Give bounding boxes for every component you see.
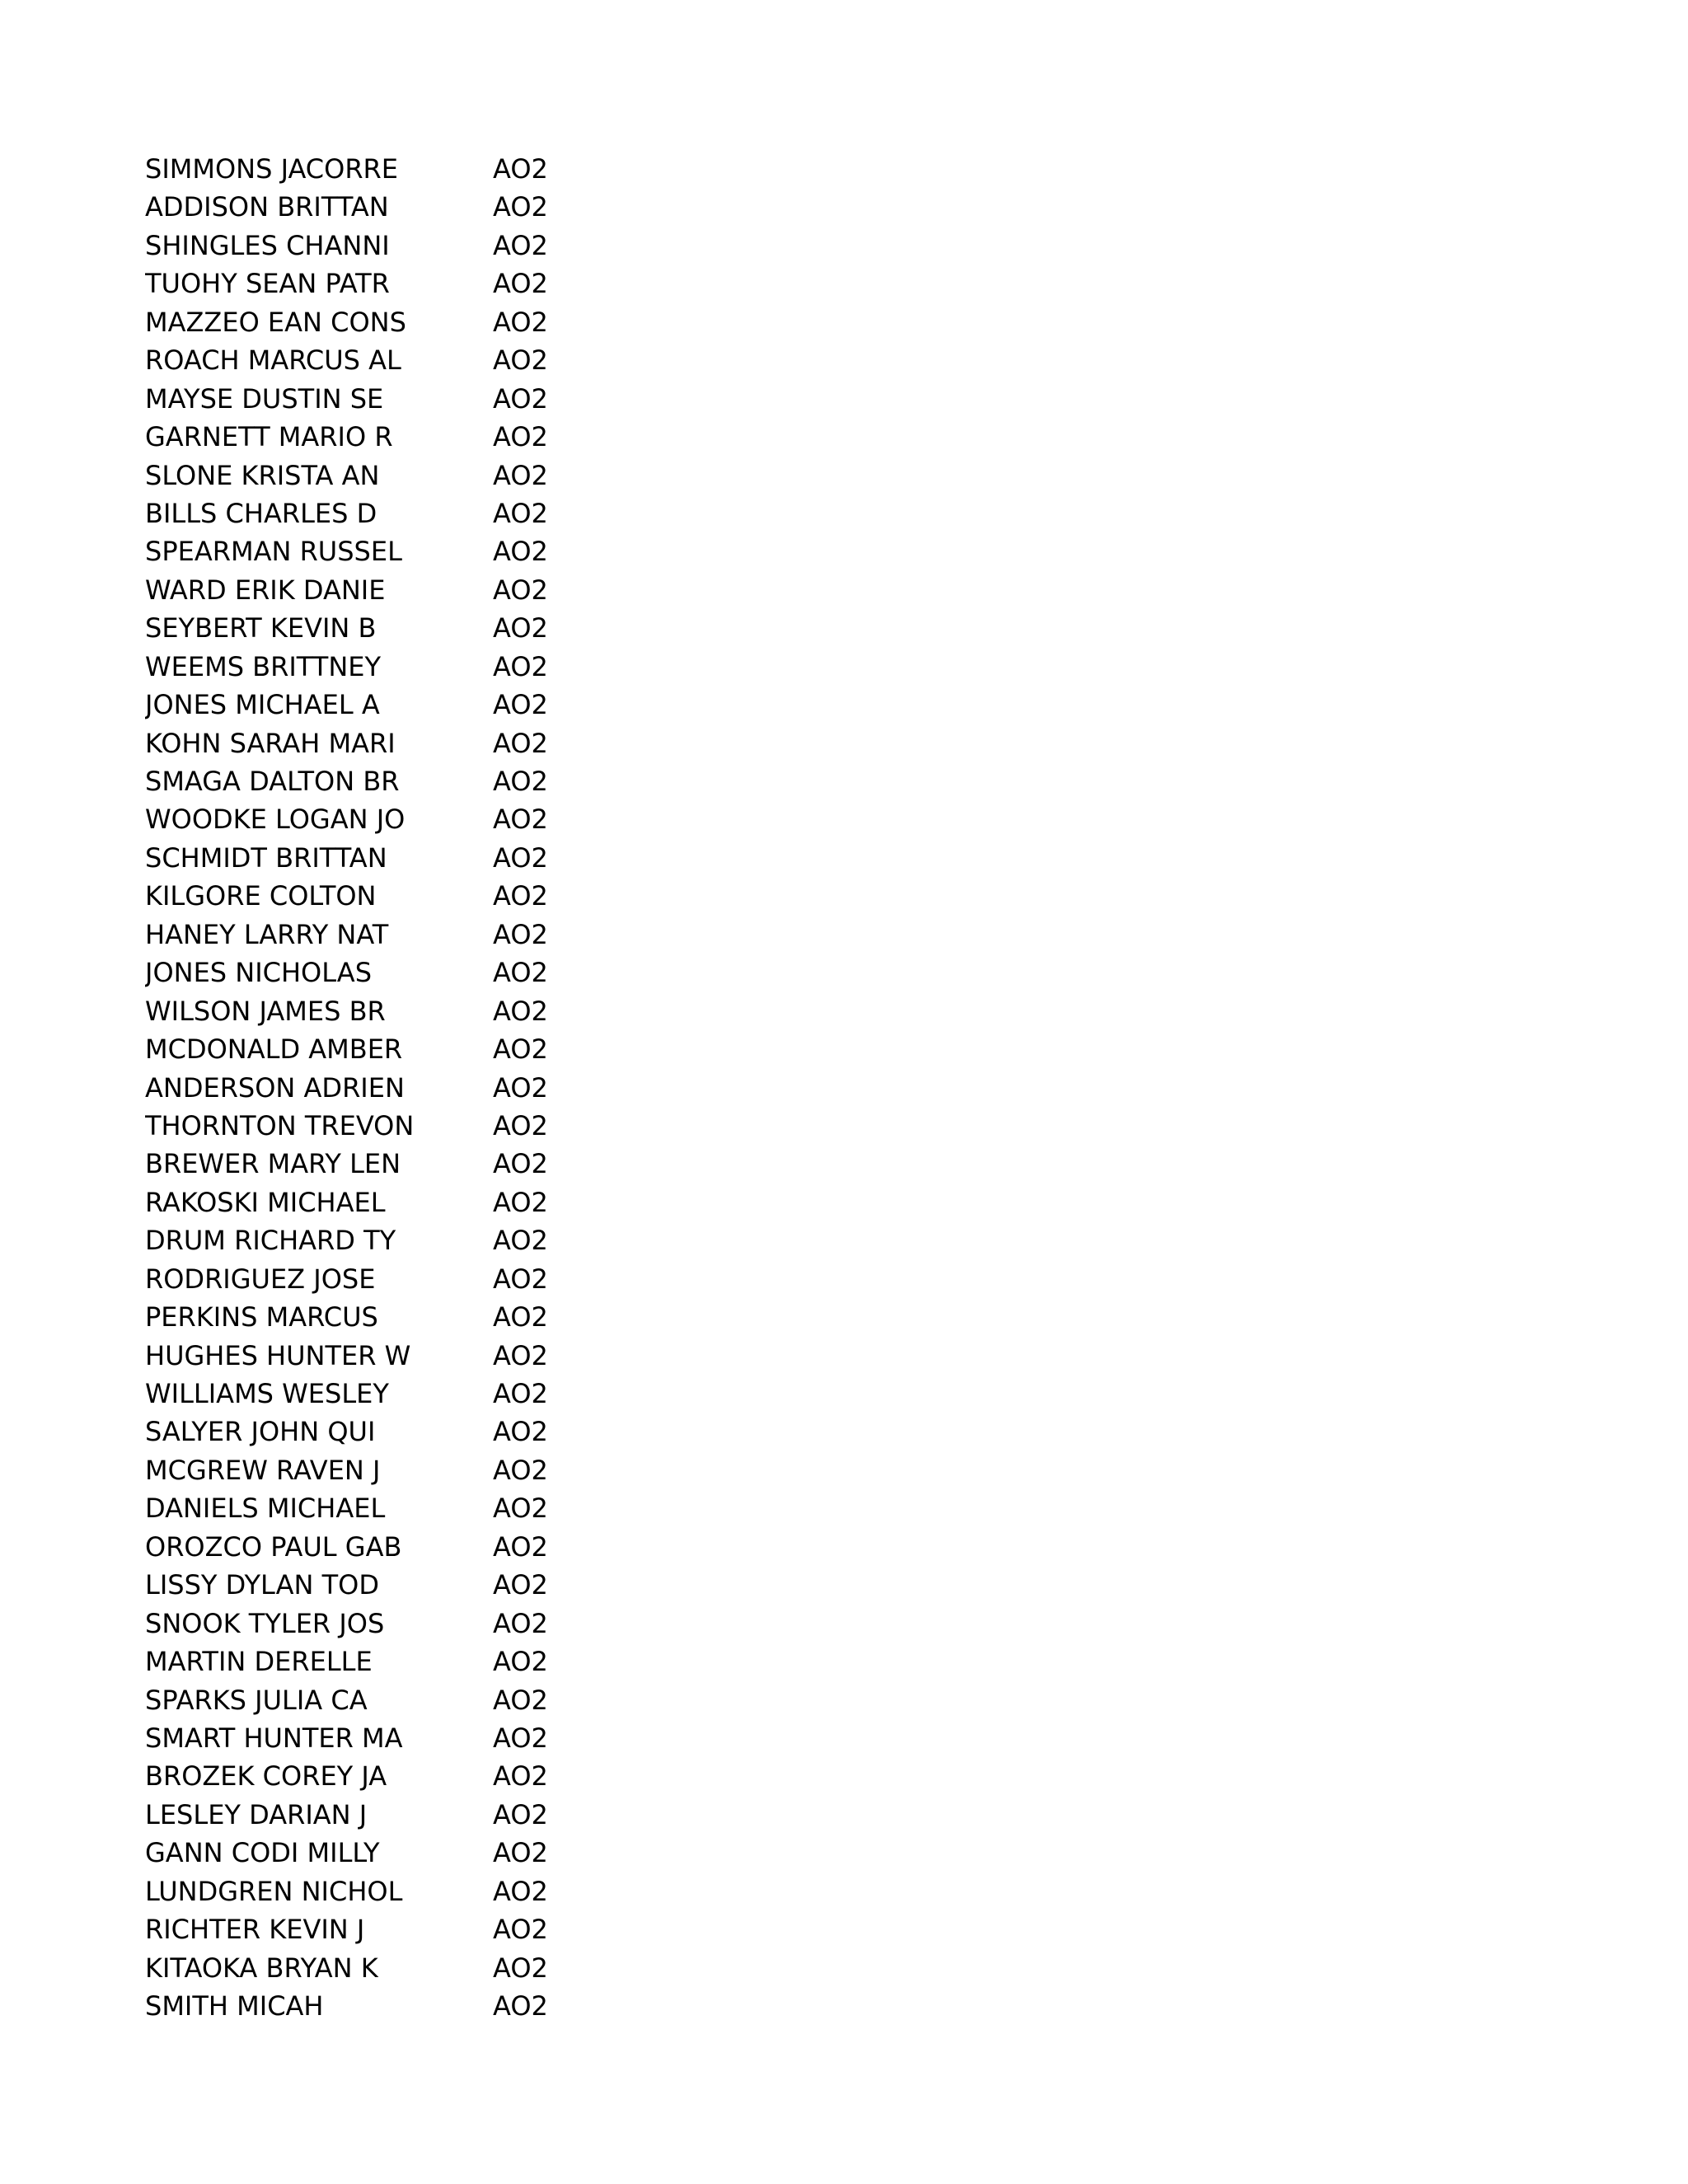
- person-name: BROZEK COREY JA: [145, 1760, 387, 1793]
- person-name: RAKOSKI MICHAEL: [145, 1186, 386, 1218]
- code-value: AO2: [493, 536, 548, 568]
- person-name: THORNTON TREVON: [145, 1109, 415, 1141]
- person-name: SMAGA DALTON BR: [145, 766, 400, 797]
- list-item: [145, 265, 592, 302]
- list-item: [145, 341, 592, 379]
- code-value: AO2: [493, 1033, 548, 1066]
- person-name: ADDISON BRITTAN: [145, 191, 389, 223]
- code-value: AO2: [493, 1263, 548, 1295]
- code-value: AO2: [493, 421, 548, 453]
- code-value: AO2: [493, 995, 548, 1027]
- list-item: [145, 1145, 592, 1183]
- name-code-list: [145, 150, 592, 2025]
- list-item: [145, 1298, 592, 1336]
- list-item: [145, 1069, 592, 1107]
- code-value: AO2: [493, 1416, 548, 1448]
- list-item: [145, 1451, 592, 1489]
- list-item: [145, 1757, 592, 1795]
- person-name: KILGORE COLTON: [145, 880, 377, 912]
- code-value: AO2: [493, 1454, 548, 1486]
- list-item: [145, 418, 592, 456]
- list-item: [145, 1643, 592, 1680]
- code-value: AO2: [493, 1071, 548, 1104]
- code-value: AO2: [493, 880, 548, 912]
- list-item: [145, 1681, 592, 1719]
- person-name: LISSY DYLAN TOD: [145, 1569, 379, 1601]
- code-value: AO2: [493, 1186, 548, 1218]
- person-name: WILLIAMS WESLEY: [145, 1378, 389, 1409]
- person-name: HANEY LARRY NAT: [145, 918, 389, 950]
- code-value: AO2: [493, 841, 548, 874]
- person-name: ANDERSON ADRIEN: [145, 1071, 405, 1104]
- person-name: KOHN SARAH MARI: [145, 727, 396, 759]
- person-name: LUNDGREN NICHOL: [145, 1875, 403, 1907]
- code-value: AO2: [493, 1301, 548, 1333]
- person-name: RICHTER KEVIN J: [145, 1914, 365, 1946]
- list-item: [145, 992, 592, 1030]
- list-item: [145, 916, 592, 954]
- list-item: [145, 1260, 592, 1298]
- code-value: AO2: [493, 1990, 548, 2022]
- person-name: SALYER JOHN QUI: [145, 1416, 376, 1448]
- person-name: DRUM RICHARD TY: [145, 1225, 396, 1257]
- list-item: [145, 839, 592, 877]
- person-name: DANIELS MICHAEL: [145, 1493, 386, 1525]
- code-value: AO2: [493, 1722, 548, 1754]
- list-item: [145, 1107, 592, 1145]
- list-item: [145, 1949, 592, 1987]
- code-value: AO2: [493, 497, 548, 529]
- list-item: [145, 1719, 592, 1757]
- person-name: SIMMONS JACORRE: [145, 153, 398, 185]
- code-value: AO2: [493, 1952, 548, 1984]
- person-name: WILSON JAMES BR: [145, 995, 386, 1027]
- person-name: WOODKE LOGAN JO: [145, 804, 406, 836]
- code-value: AO2: [493, 1109, 548, 1141]
- list-item: [145, 227, 592, 265]
- person-name: WEEMS BRITTNEY: [145, 650, 382, 682]
- person-name: HUGHES HUNTER W: [145, 1339, 411, 1371]
- list-item: [145, 532, 592, 570]
- list-item: [145, 457, 592, 494]
- person-name: BILLS CHARLES D: [145, 497, 377, 529]
- person-name: SCHMIDT BRITTAN: [145, 841, 387, 874]
- code-value: AO2: [493, 306, 548, 338]
- code-value: AO2: [493, 1798, 548, 1830]
- list-item: [145, 1375, 592, 1413]
- list-item: [145, 1910, 592, 1948]
- list-item: [145, 609, 592, 647]
- list-item: [145, 1605, 592, 1643]
- list-item: [145, 1872, 592, 1910]
- code-value: AO2: [493, 957, 548, 989]
- list-item: [145, 1221, 592, 1259]
- list-item: [145, 954, 592, 991]
- code-value: AO2: [493, 1530, 548, 1563]
- code-value: AO2: [493, 459, 548, 491]
- person-name: RODRIGUEZ JOSE: [145, 1263, 376, 1295]
- code-value: AO2: [493, 1684, 548, 1716]
- person-name: LESLEY DARIAN J: [145, 1798, 368, 1830]
- list-item: [145, 648, 592, 686]
- code-value: AO2: [493, 153, 548, 185]
- list-item: [145, 686, 592, 724]
- person-name: SPEARMAN RUSSEL: [145, 536, 402, 568]
- person-name: MAZZEO EAN CONS: [145, 306, 406, 338]
- person-name: MARTIN DERELLE: [145, 1646, 373, 1678]
- code-value: AO2: [493, 1914, 548, 1946]
- code-value: AO2: [493, 1378, 548, 1409]
- code-value: AO2: [493, 918, 548, 950]
- code-value: AO2: [493, 650, 548, 682]
- code-value: AO2: [493, 229, 548, 261]
- code-value: AO2: [493, 1837, 548, 1869]
- person-name: SHINGLES CHANNI: [145, 229, 390, 261]
- list-item: [145, 1528, 592, 1566]
- person-name: ROACH MARCUS AL: [145, 344, 401, 377]
- list-item: [145, 303, 592, 341]
- person-name: SPARKS JULIA CA: [145, 1684, 368, 1716]
- person-name: OROZCO PAUL GAB: [145, 1530, 402, 1563]
- code-value: AO2: [493, 344, 548, 377]
- code-value: AO2: [493, 612, 548, 644]
- person-name: MCGREW RAVEN J: [145, 1454, 381, 1486]
- code-value: AO2: [493, 1760, 548, 1793]
- code-value: AO2: [493, 1646, 548, 1678]
- person-name: PERKINS MARCUS: [145, 1301, 378, 1333]
- list-item: [145, 724, 592, 762]
- list-item: [145, 1413, 592, 1451]
- list-item: [145, 494, 592, 532]
- code-value: AO2: [493, 727, 548, 759]
- person-name: SNOOK TYLER JOS: [145, 1607, 385, 1639]
- code-value: AO2: [493, 1339, 548, 1371]
- code-value: AO2: [493, 766, 548, 797]
- list-item: [145, 877, 592, 915]
- person-name: SEYBERT KEVIN B: [145, 612, 377, 644]
- code-value: AO2: [493, 382, 548, 415]
- person-name: WARD ERIK DANIE: [145, 574, 386, 606]
- person-name: KITAOKA BRYAN K: [145, 1952, 378, 1984]
- person-name: JONES NICHOLAS: [145, 957, 372, 989]
- list-item: [145, 800, 592, 838]
- code-value: AO2: [493, 1607, 548, 1639]
- list-item: [145, 1834, 592, 1872]
- code-value: AO2: [493, 1569, 548, 1601]
- person-name: BREWER MARY LEN: [145, 1148, 401, 1180]
- person-name: MAYSE DUSTIN SE: [145, 382, 384, 415]
- list-item: [145, 188, 592, 226]
- person-name: MCDONALD AMBER: [145, 1033, 403, 1066]
- person-name: GANN CODI MILLY: [145, 1837, 380, 1869]
- code-value: AO2: [493, 1875, 548, 1907]
- code-value: AO2: [493, 804, 548, 836]
- code-value: AO2: [493, 1225, 548, 1257]
- person-name: SLONE KRISTA AN: [145, 459, 380, 491]
- list-item: [145, 571, 592, 609]
- list-item: [145, 1030, 592, 1068]
- list-item: [145, 762, 592, 800]
- code-value: AO2: [493, 1148, 548, 1180]
- list-item: [145, 380, 592, 418]
- code-value: AO2: [493, 1493, 548, 1525]
- list-item: [145, 1987, 592, 2025]
- person-name: SMART HUNTER MA: [145, 1722, 403, 1754]
- person-name: TUOHY SEAN PATR: [145, 268, 390, 300]
- list-item: [145, 1489, 592, 1527]
- list-item: [145, 1566, 592, 1604]
- list-item: [145, 1183, 592, 1221]
- list-item: [145, 1337, 592, 1375]
- code-value: AO2: [493, 574, 548, 606]
- person-name: GARNETT MARIO R: [145, 421, 393, 453]
- code-value: AO2: [493, 191, 548, 223]
- list-item: [145, 1796, 592, 1834]
- list-item: [145, 150, 592, 188]
- person-name: SMITH MICAH: [145, 1990, 324, 2022]
- code-value: AO2: [493, 268, 548, 300]
- person-name: JONES MICHAEL A: [145, 689, 380, 721]
- code-value: AO2: [493, 689, 548, 721]
